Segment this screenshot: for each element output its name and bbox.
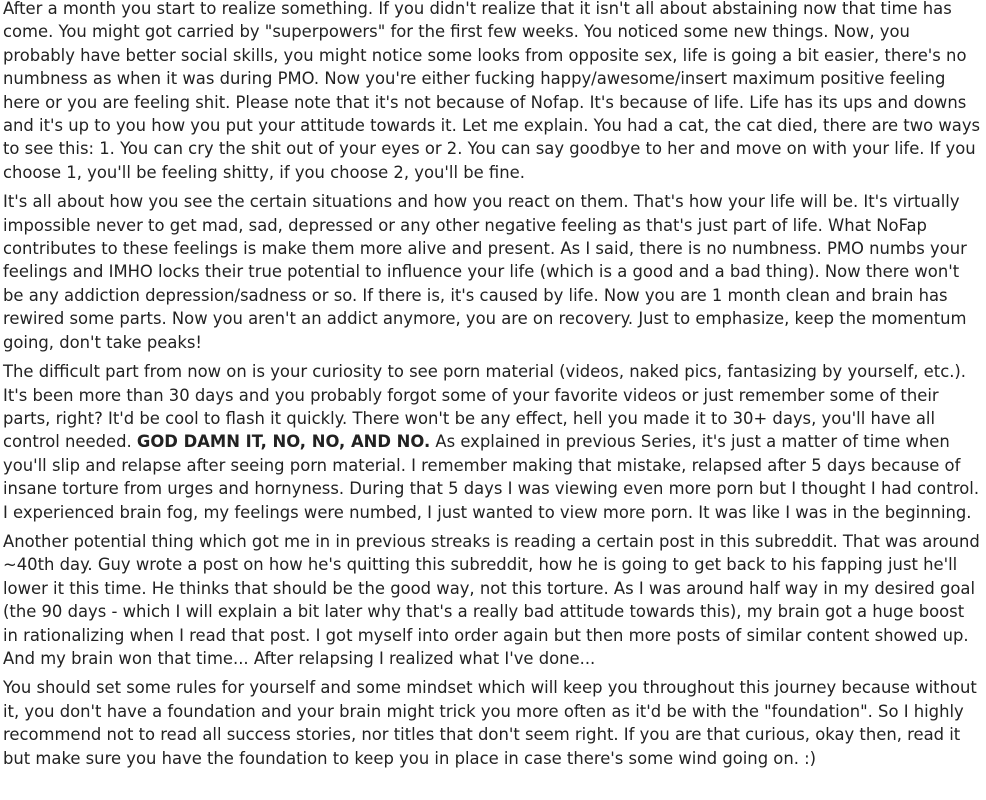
paragraph-3 (3, 360, 982, 524)
paragraph-3-text-after: As explained in previous Series, it's just a matter of time when you'll slip and relapse after seeing porn material. I remember making that mistake, relapsed after 5 days because of insane torture from urges and hornyness. During that 5 days I was viewing even more porn but I thought I had control. I experienced brain fog, my feelings were numbed, I just wanted to view more porn. It was like I was in the beginning. (3, 432, 980, 522)
paragraph-2: It's all about how you see the certain situations and how you react on them. That's how your life will be. It's virtually impossible never to get mad, sad, depressed or any other negative feeling as that's just part of life. What NoFap contributes to these feelings is make them more alive and present. As I said, there is no numbness. PMO numbs your feelings and IMHO locks their true potential to influence your life (which is a good and a bad thing). Now there won't be any addiction depression/sadness or so. If there is, it's caused by life. Now you are 1 month clean and brain has rewired some parts. Now you aren't an addict anymore, you are on recovery. Just to emphasize, keep the momentum going, don't take peaks! (3, 192, 967, 352)
paragraph-5: You should set some rules for yourself and some mindset which will keep you throughout this journey because without it, you don't have a foundation and your brain might trick you more often as it'd be with the "foundation". So I highly recommend not to read all success stories, nor titles that don't seem right. If you are that curious, okay then, read it but make sure you have the foundation to keep you in place in case there's some wind going on. :) (3, 678, 977, 768)
paragraph-3-emphasis: GOD DAMN IT, NO, NO, AND NO. (136, 432, 431, 452)
paragraph-4: Another potential thing which got me in in previous streaks is reading a certain post in this subreddit. That was around ~40th day. Guy wrote a post on how he's quitting this subreddit, how he is going to get back to his fapping just he'll lower it this time. He thinks that should be the good way, not this torture. As I was around half way in my desired goal (the 90 days - which I will explain a bit later why that's a really bad attitude towards this), my brain got a huge boost in rationalizing when I read that post. I got myself into order again but then more posts of similar content showed up. And my brain won that time... After relapsing I realized what I've done... (3, 531, 980, 668)
paragraph-1: After a month you start to realize something. If you didn't realize that it isn't all about abstaining now that time has come. You might got carried by "superpowers" for the first few weeks. You noticed some new things. Now, you probably have better social skills, you might notice some looks from opposite sex, life is going a bit easier, there's no numbness as when it was during PMO. Now you're either fucking happy/awesome/insert maximum positive feeling here or you are feeling shit. Please note that it's not because of Nofap. It's because of life. Life has its ups and downs and it's up to you how you put your attitude towards it. Let me explain. You had a cat, the cat died, there are two ways to see this: 1. You can cry the shit out of your eyes or 2. You can say goodbye to her and move on with your life. If you choose 1, you'll be feeling shitty, if you choose 2, you'll be fine. (3, 0, 981, 182)
paragraph-3-text-before: The difficult part from now on is your curiosity to see porn material (videos, naked pics, fantasizing by yourself, etc.). It's been more than 30 days and you probably forgot some of your favorite videos or just remember some of their parts, right? It'd be cool to flash it quickly. There won't be any effect, hell you made it to 30+ days, you'll have all control needed. (3, 362, 967, 452)
